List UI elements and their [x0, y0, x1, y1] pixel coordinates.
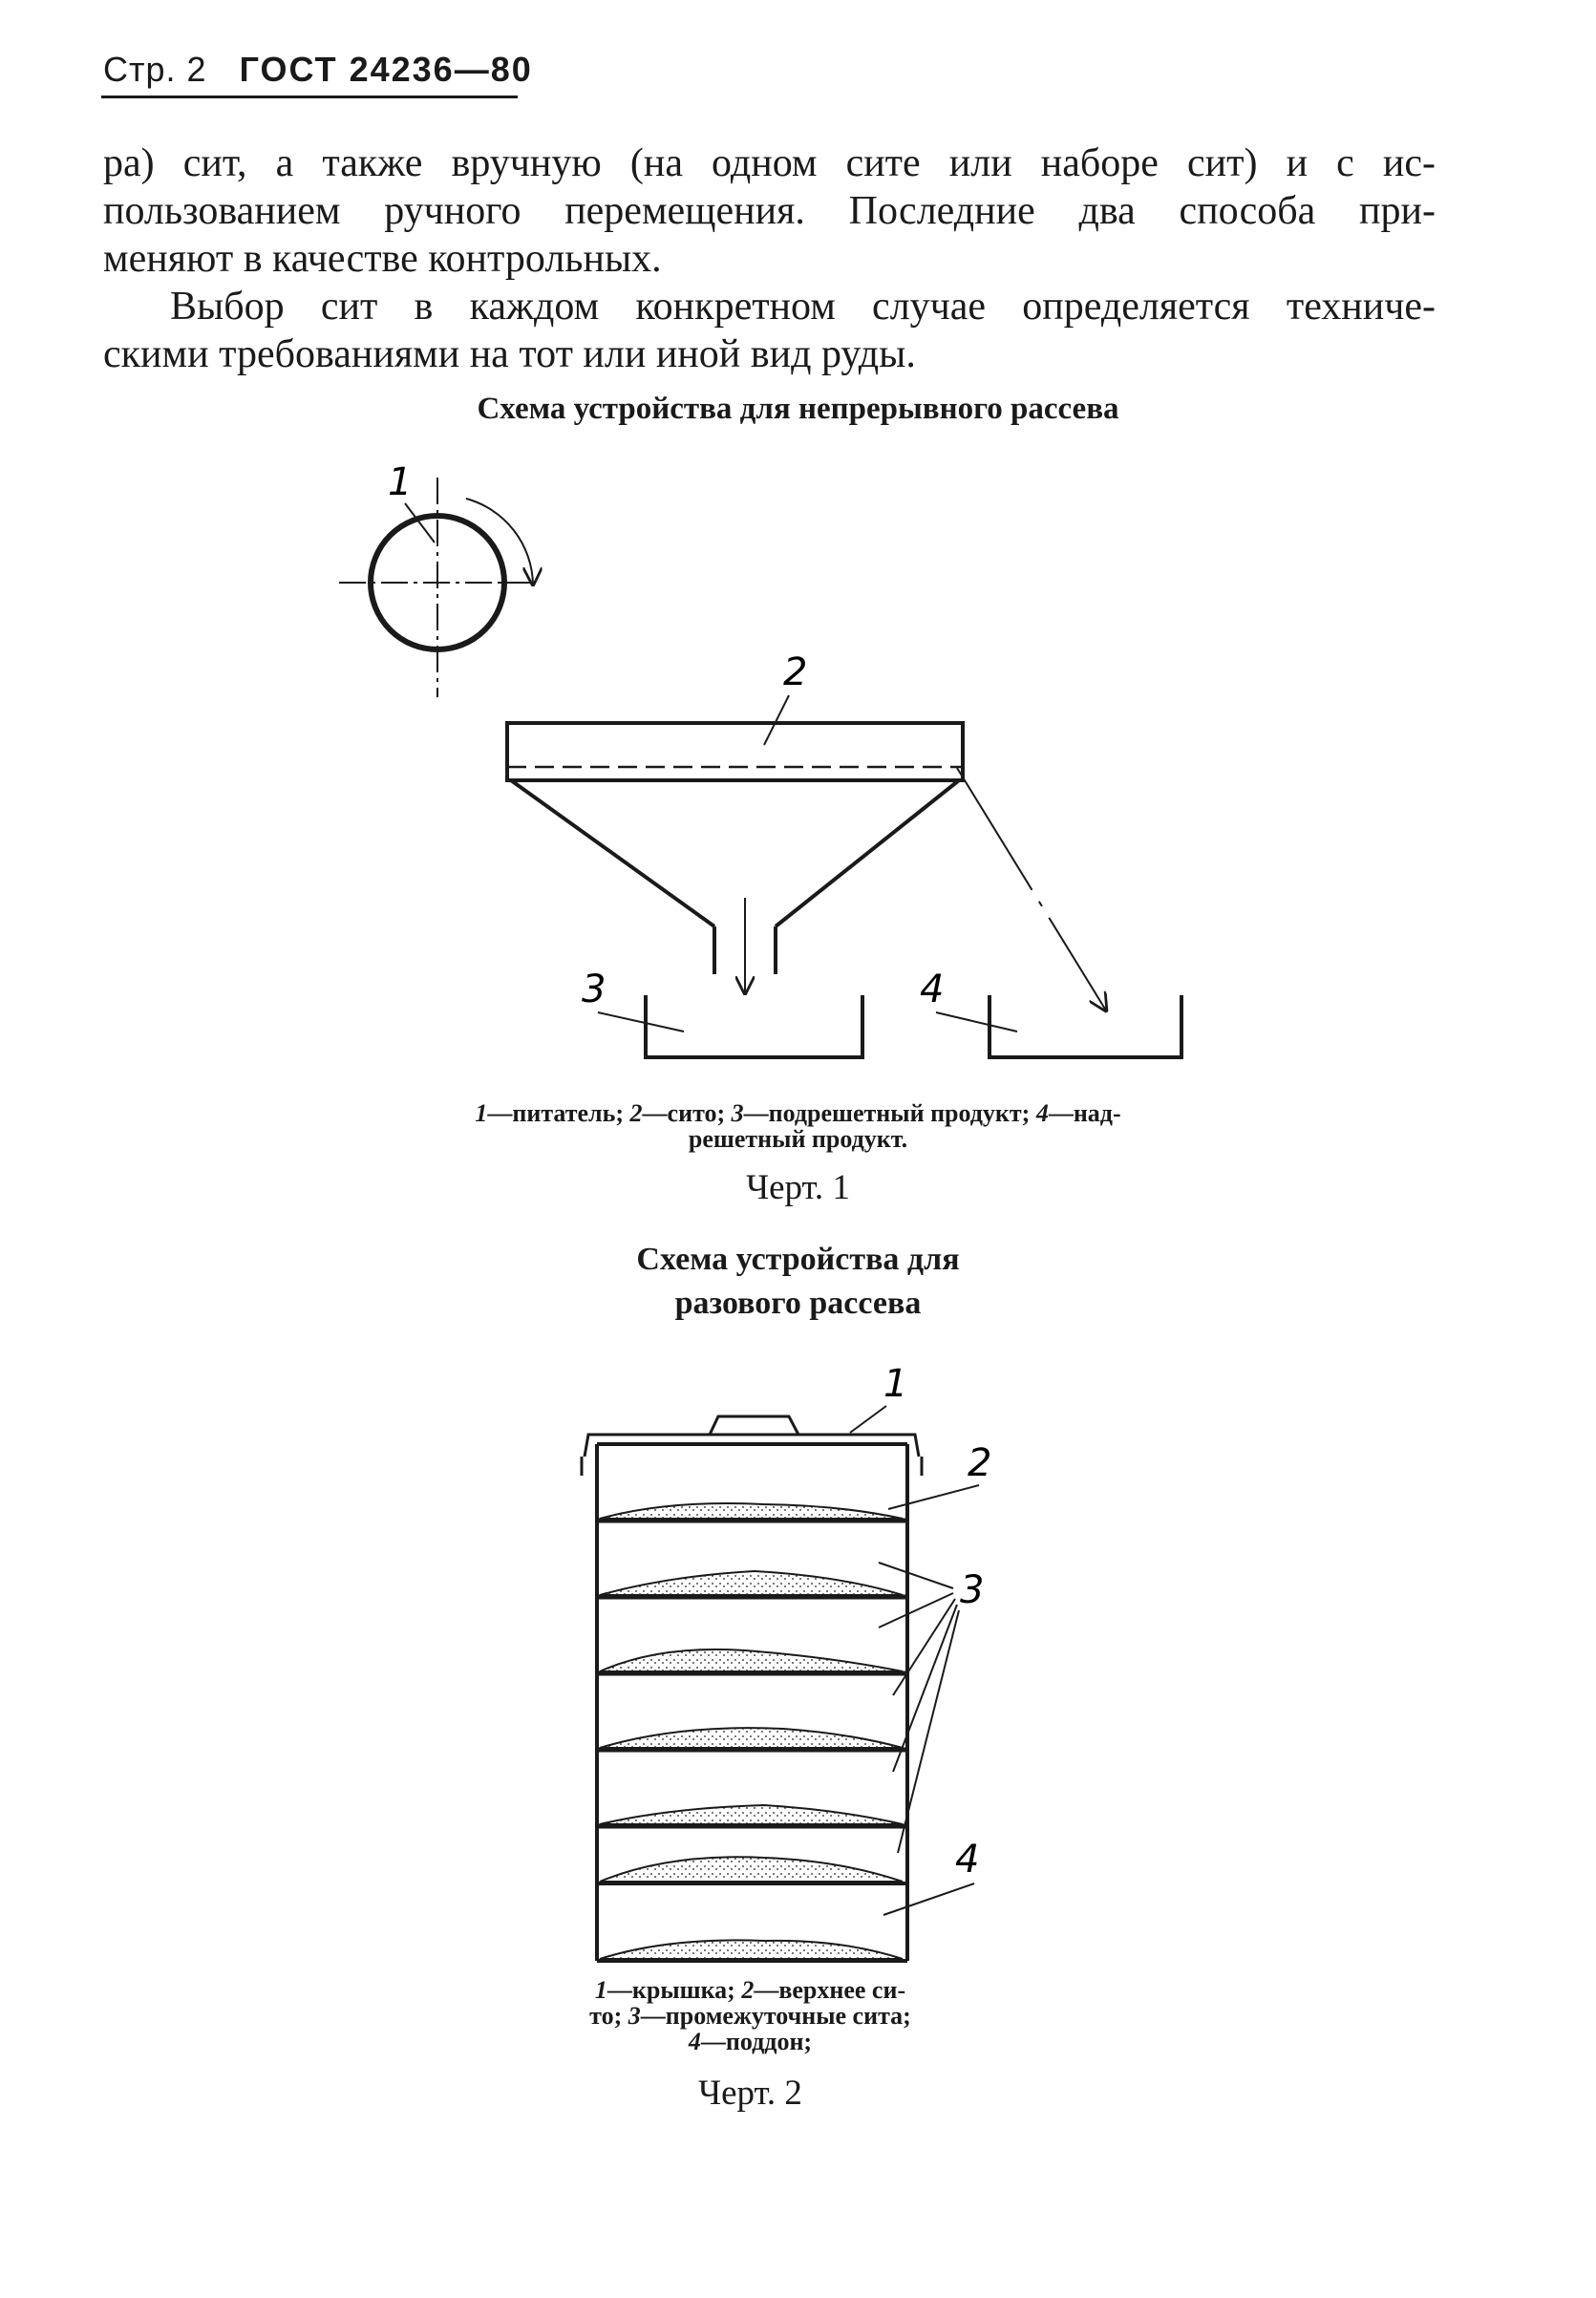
legend-num: 3 — [731, 1099, 744, 1127]
legend-num: 3 — [628, 2002, 641, 2030]
undersize-container — [646, 995, 862, 1057]
figure-2-legend-line-2 — [0, 2003, 1500, 2029]
legend-text: —питатель; — [487, 1099, 630, 1127]
legend-text: —над- — [1048, 1099, 1121, 1127]
label-1-fig2 — [850, 1362, 907, 1433]
legend-text: —крышка; — [606, 1976, 742, 2004]
label-4-fig1 — [920, 968, 1017, 1032]
legend-num: 4 — [1035, 1099, 1049, 1127]
legend-text: —подрешетный продукт; — [743, 1099, 1036, 1127]
legend-text: —сито; — [642, 1099, 732, 1127]
label-2-text: 2 — [783, 650, 808, 694]
legend-num: 1 — [594, 1976, 607, 2004]
label-1-text: 1 — [388, 460, 413, 504]
label-3-text: 3 — [582, 968, 606, 1011]
label-4-text: 4 — [920, 968, 945, 1011]
figure-2-caption: Черт. 2 — [698, 2074, 802, 2113]
figure-1-legend-line-1 — [0, 1100, 1596, 1126]
legend-num: 2 — [741, 1976, 755, 2004]
label-2-fig1 — [764, 650, 807, 745]
paragraph-2-line-2: скими требованиями на тот или иной вид руды. — [103, 332, 916, 376]
page-number: Стр. 2 — [103, 50, 207, 89]
legend-text: —верхнее си- — [754, 1976, 906, 2004]
label-3-fig2 — [879, 1563, 984, 1853]
figure-2-title-line-2: разового рассева — [674, 1286, 922, 1321]
figure-1-title: Схема устройства для непрерывного рассева — [477, 392, 1119, 426]
label-3-fig2-text: 3 — [960, 1568, 985, 1612]
feeder-drum — [339, 478, 537, 697]
figure-2-legend-line-1 — [0, 1977, 1500, 2003]
label-4-fig2-text: 4 — [955, 1838, 980, 1882]
figure-2-legend-line-3 — [0, 2029, 1500, 2054]
figure-1-legend-line-2: решетный продукт. — [688, 1125, 908, 1153]
label-3-fig1 — [582, 968, 684, 1032]
oversize-container — [990, 995, 1181, 1057]
label-2-fig2-text: 2 — [968, 1441, 992, 1485]
legend-num: 2 — [629, 1099, 643, 1127]
legend-num: 4 — [688, 2028, 701, 2055]
paragraph-1-line-3: меняют в качестве контрольных. — [103, 237, 662, 281]
legend-text: —поддон; — [700, 2028, 813, 2055]
paragraph-1-line-1: ра) сит, а также вручную (на одном сите или наборе сит) и с ис- — [103, 141, 1436, 185]
label-1-fig2-text: 1 — [883, 1362, 908, 1406]
figure-1-legend — [0, 1100, 1596, 1152]
paragraph-2-line-1: Выбор сит в каждом конкретном случае определяется техниче- — [170, 285, 1436, 329]
figure-2-legend — [0, 1977, 1500, 2054]
legend-text: то; — [589, 2002, 628, 2030]
legend-text: —промежуточные сита; — [640, 2002, 911, 2030]
sieve-stack — [582, 1416, 922, 1961]
label-2-fig2 — [888, 1441, 991, 1509]
figure-2-title-line-1: Схема устройства для — [636, 1242, 960, 1277]
standard-number: ГОСТ 24236—80 — [239, 50, 533, 89]
paragraph-1-line-2: пользованием ручного перемещения. Последние два способа при- — [103, 189, 1436, 233]
legend-num: 1 — [475, 1099, 488, 1127]
figure-1-caption: Черт. 1 — [746, 1168, 850, 1207]
